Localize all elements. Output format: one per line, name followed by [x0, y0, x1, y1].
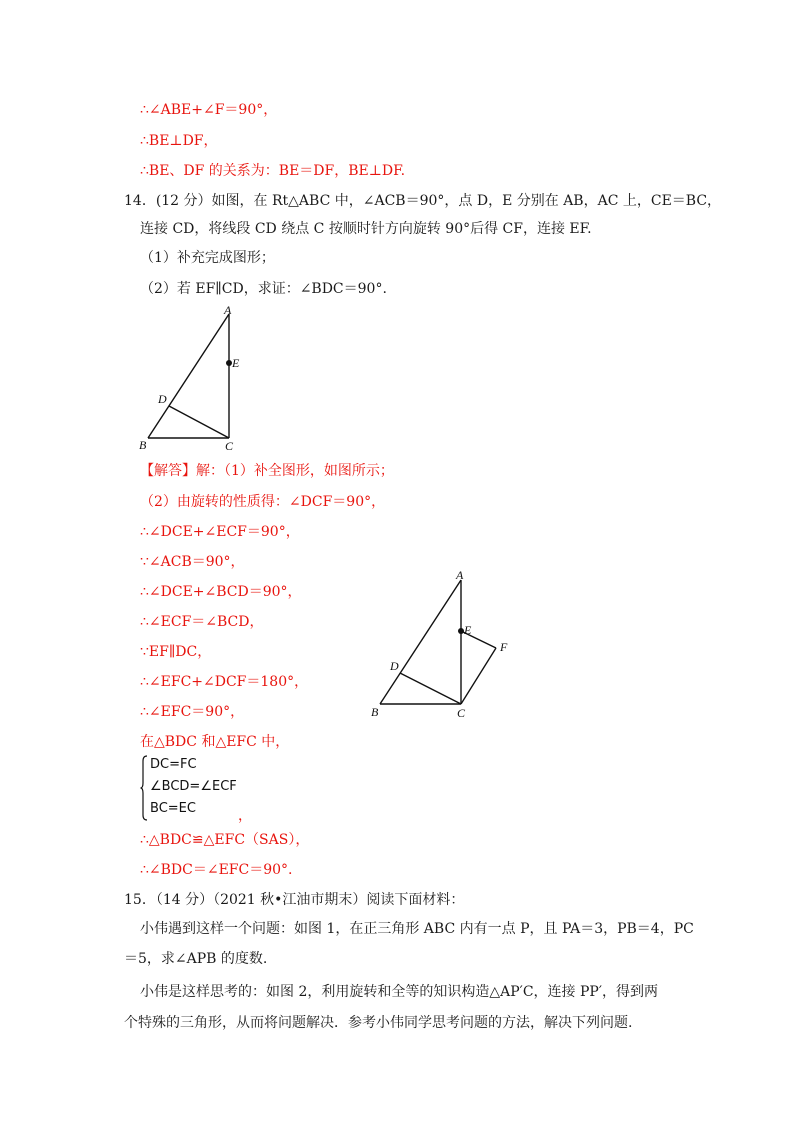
text-line: 个特殊的三角形，从而将问题解决．参考小伟同学思考问题的方法，解决下列问题. — [124, 1015, 633, 1031]
label-b: B — [371, 705, 379, 719]
text-line: ∴∠DCE+∠BCD＝90°， — [140, 584, 302, 600]
geometry-figure-2 — [366, 566, 526, 726]
equation-dc-fc: DC=FC — [150, 757, 197, 772]
label-d: D — [158, 392, 167, 406]
label-d: D — [390, 659, 399, 673]
text-line: 小伟是这样思考的：如图 2，利用旋转和全等的知识构造△AP′C，连接 PP′，得到两 — [140, 984, 659, 1000]
label-e: E — [232, 356, 240, 370]
geometry-figure-1 — [136, 302, 246, 452]
equation-angles: ∠BCD=∠ECF — [150, 779, 237, 794]
label-a: A — [224, 303, 232, 317]
text-line: ∴∠EFC+∠DCF＝180°， — [140, 674, 309, 690]
label-c: C — [457, 706, 466, 720]
text-line: ∵∠ACB＝90°， — [140, 554, 245, 570]
question-15-stem: 15．（14 分）（2021 秋•江油市期末）阅读下面材料： — [124, 892, 465, 908]
system-comma: ， — [238, 808, 252, 824]
text-line: ∴∠BDC＝∠EFC＝90°. — [140, 862, 293, 878]
label-a: A — [456, 568, 464, 582]
question-14-stem: 14．(12 分）如图，在 Rt△ABC 中，∠ACB＝90°，点 D，E 分别在 AB，AC 上，CE＝BC， — [124, 193, 722, 209]
text-line: ∴BE⊥DF， — [140, 133, 218, 149]
text-line: 连接 CD，将线段 CD 绕点 C 按顺时针方向旋转 90°后得 CF，连接 EF. — [140, 221, 592, 237]
label-f: F — [500, 640, 508, 654]
label-b: B — [139, 438, 147, 452]
label-e: E — [464, 623, 472, 637]
text-line: ∴BE、DF 的关系为：BE＝DF，BE⊥DF. — [140, 163, 406, 179]
text-line: ∴∠EFC＝90°， — [140, 704, 245, 720]
text-line: ∴∠ABE+∠F＝90°， — [140, 102, 278, 118]
text-line: 小伟遇到这样一个问题：如图 1，在正三角形 ABC 内有一点 P，且 PA＝3，PB＝4，PC — [140, 921, 694, 937]
text-line: ∵EF∥DC， — [140, 644, 212, 660]
text-line: ∴∠ECF＝∠BCD， — [140, 614, 264, 630]
left-brace — [140, 755, 148, 821]
text-line: ＝5，求∠APB 的度数. — [124, 951, 268, 967]
equation-bc-ec: BC=EC — [150, 801, 196, 816]
text-line: 在△BDC 和△EFC 中， — [140, 734, 290, 750]
text-line: （2）若 EF∥CD，求证：∠BDC＝90°. — [140, 281, 387, 297]
label-c: C — [225, 439, 234, 452]
text-line: （1）补充完成图形； — [140, 250, 275, 266]
solution-heading: 【解答】解：（1）补全图形，如图所示； — [140, 463, 394, 479]
text-line: （2）由旋转的性质得：∠DCF＝90°， — [140, 494, 386, 510]
text-line: ∴△BDC≌△EFC（SAS）， — [140, 832, 310, 848]
text-line: ∴∠DCE+∠ECF＝90°， — [140, 524, 300, 540]
